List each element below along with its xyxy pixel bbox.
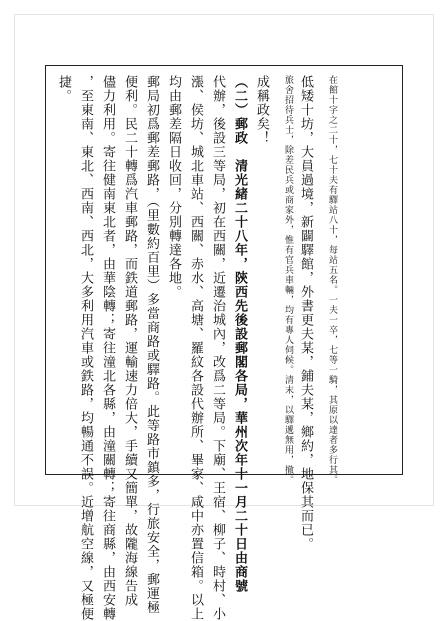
- text-column-7: 漲、侯坊、城北車站、西關、赤水、高塘、羅紋各設代辦所、畢家、咸中亦置信箱。以上: [188, 75, 203, 621]
- frame-top-rule: [45, 65, 403, 66]
- text-column-5: 郵局初爲郵差郵路，（里數約百里）多當商路或驛路。此等路市鎮多，行旅安全，郵運極: [144, 75, 159, 615]
- text-column-3: 儘力利用。寄往健南東北者，由華陰轉；寄往潼北各縣，由潼關轉；寄往商縣，由西安轉: [100, 75, 115, 621]
- text-column-8: 代辦，後設三等局，初在西關，近遷治城內，改爲二等局。下廟、王宿、柳子、時村、小: [210, 75, 225, 621]
- text-column-4: 便利。民二十轉爲汽車郵路，而鉄道郵路，運輸速力倍大，手續又簡單，故隴海線告成: [122, 75, 137, 607]
- frame-left-rule: [45, 65, 46, 475]
- text-column-12: 低矮十坊，大員過境，新闢驛館，外書更夫某，鋪夫某，鄉約，地保其而已。: [298, 75, 313, 551]
- annotation-column-1: 旅舍招待兵士，除差民兵或商家外，惟有官兵車輛，均有專人伺候。清末，以驛遞無用，撤。: [283, 75, 293, 485]
- section-heading-postal: （二）郵政 清光緒二十八年，陝西先後設郵閣各局，華州次年十一月二十日由商號: [232, 75, 247, 593]
- document-page: [14, 14, 434, 621]
- annotation-column-2: 在館十字之二十，七十夫有驛站八十，每站五名。一夫一卒，七等一騎，其原以達者多行其。: [327, 75, 337, 485]
- frame-right-rule: [402, 65, 403, 475]
- text-column-2: ，至東南、東北、西南、西北，大多利用汽車或鉄路，均暢通不誤。近增航空線，又極便: [78, 75, 93, 621]
- text-column-10: 成稱政矣！: [254, 75, 269, 145]
- text-column-1: 捷。: [56, 75, 71, 103]
- text-column-6: 均由郵差隔日收回，分別轉達各地。: [166, 75, 181, 299]
